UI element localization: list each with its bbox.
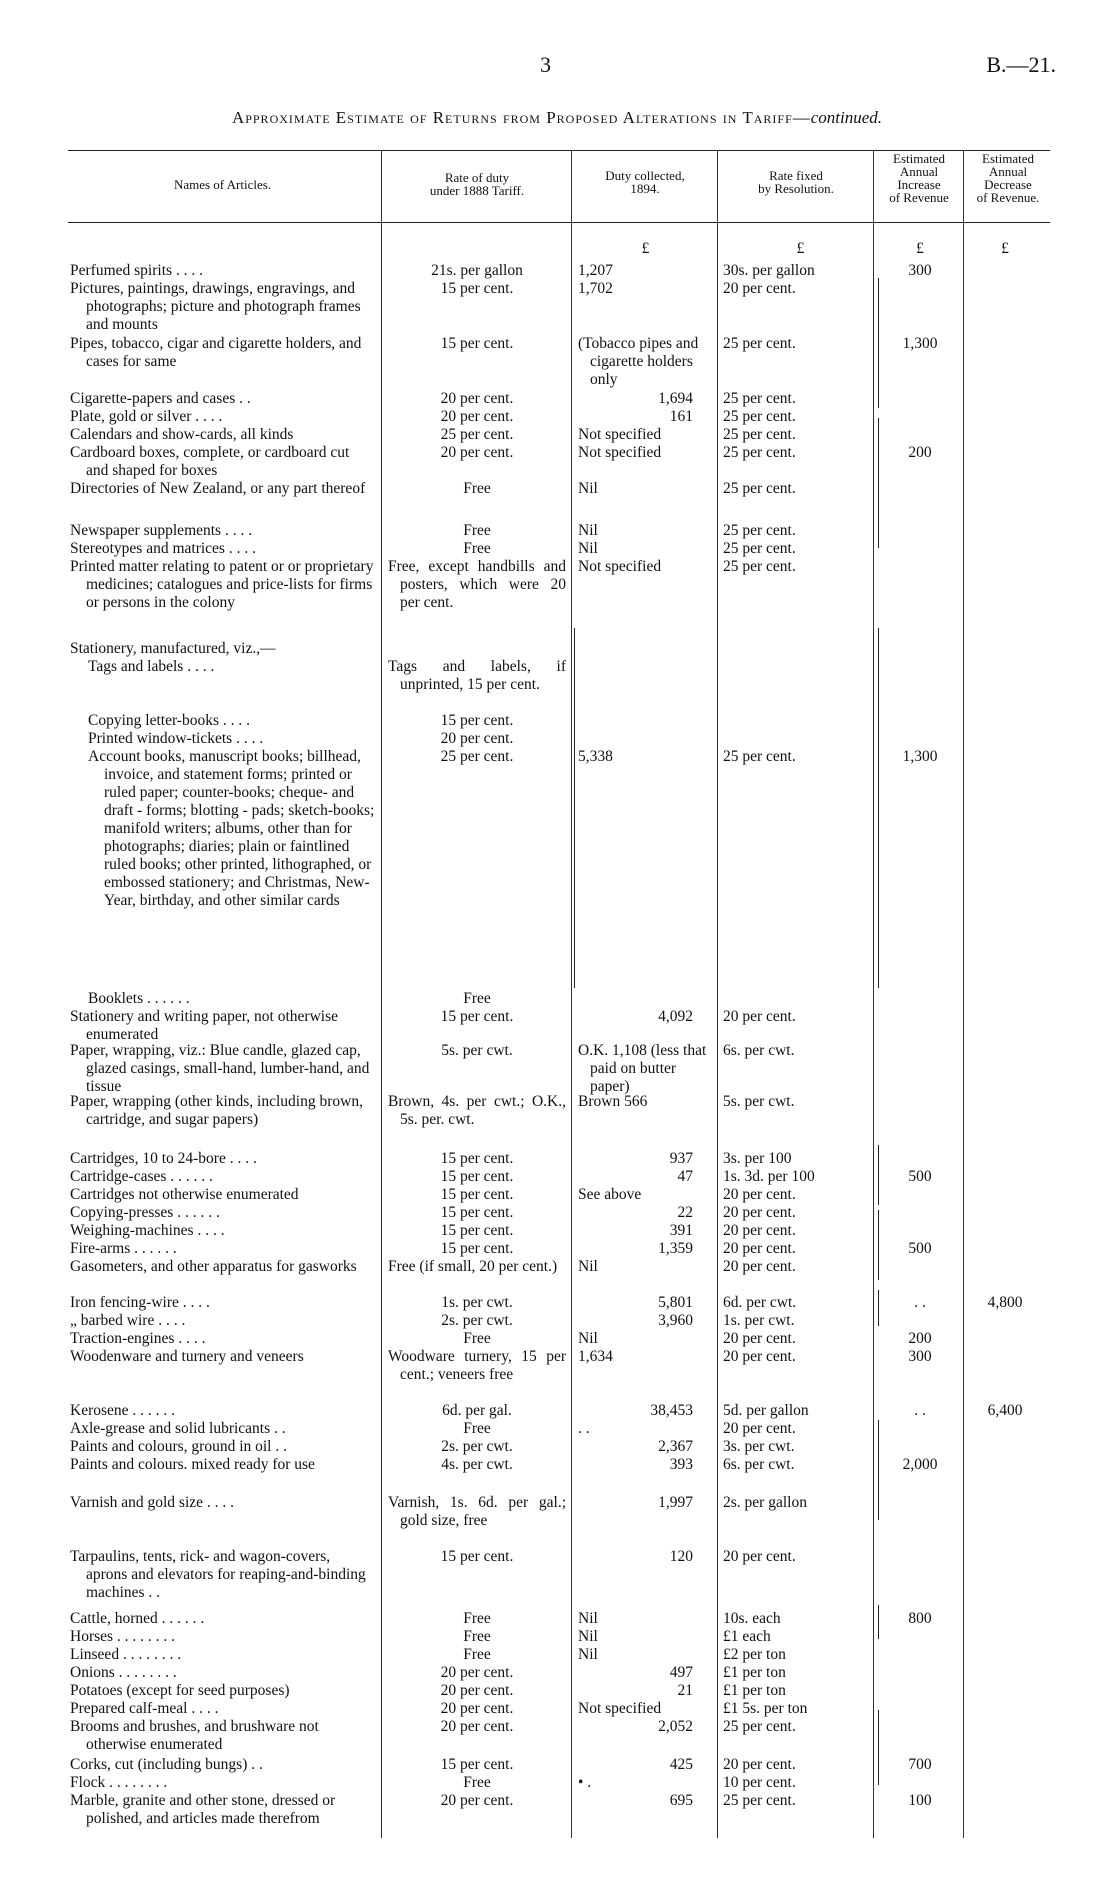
- duty-collected: Not specified: [578, 444, 662, 461]
- col-header-rate-fixed: Rate fixed by Resolution.: [758, 168, 834, 196]
- annual-increase: 2,000: [902, 1456, 938, 1473]
- rate-fixed: 1s. 3d. per 100: [723, 1168, 815, 1185]
- rate-1888: 15 per cent.: [440, 1150, 514, 1167]
- rate-1888: 15 per cent.: [440, 1186, 514, 1203]
- article-name: Axle-grease and solid lubricants . .: [70, 1420, 286, 1437]
- grouping-brace: [878, 1145, 879, 1205]
- article-name: Brooms and brushes, and brushware not otherwise enumerated: [70, 1718, 319, 1753]
- rate-1888: Tags and labels, if unprinted, 15 per cent.: [388, 658, 566, 693]
- rate-fixed: 5d. per gallon: [723, 1402, 809, 1419]
- annual-increase: 1,300: [902, 335, 938, 352]
- article-name: Cardboard boxes, complete, or cardboard cut and shaped for boxes: [70, 444, 350, 479]
- rate-fixed: 25 per cent.: [723, 522, 796, 539]
- rate-1888: 2s. per cwt.: [441, 1312, 513, 1329]
- rate-1888: 15 per cent.: [440, 712, 514, 729]
- rate-1888: 15 per cent.: [440, 1756, 514, 1773]
- article-name: Cigarette-papers and cases . .: [70, 390, 251, 407]
- duty-collected: 1,702: [578, 280, 613, 297]
- rate-fixed: 20 per cent.: [723, 280, 796, 297]
- duty-collected: 2,367: [658, 1438, 693, 1455]
- rate-fixed: £1 per ton: [723, 1664, 786, 1681]
- article-name: Prepared calf-meal . . . .: [70, 1700, 219, 1717]
- article-name: Weighing-machines . . . .: [70, 1222, 225, 1239]
- article-name: Cattle, horned . . . . . .: [70, 1610, 205, 1627]
- article-name: Printed matter relating to patent or or proprietary medicines; catalogues and price-lists for firms or persons in the colony: [70, 558, 374, 611]
- rate-1888: Free (if small, 20 per cent.): [388, 1258, 558, 1275]
- duty-collected: 1,207: [578, 262, 613, 279]
- duty-collected: 161: [669, 408, 693, 425]
- article-name: Linseed . . . . . . . .: [70, 1646, 182, 1663]
- rate-1888: 6d. per gal.: [442, 1402, 512, 1419]
- article-name: Potatoes (except for seed purposes): [70, 1682, 290, 1699]
- article-name: Onions . . . . . . . .: [70, 1664, 177, 1681]
- rate-1888: 20 per cent.: [440, 1700, 514, 1717]
- currency-rate: £: [796, 240, 805, 257]
- rate-1888: Brown, 4s. per cwt.; O.K., 5s. per. cwt.: [388, 1093, 566, 1128]
- annual-increase: 300: [908, 262, 932, 279]
- rate-1888: 2s. per cwt.: [441, 1438, 513, 1455]
- rate-fixed: 25 per cent.: [723, 1792, 796, 1809]
- rate-fixed: 20 per cent.: [723, 1548, 796, 1565]
- annual-increase: 800: [908, 1610, 932, 1627]
- rate-fixed: 6d. per cwt.: [723, 1294, 797, 1311]
- rate-fixed: 20 per cent.: [723, 1348, 796, 1365]
- rate-1888: Woodware turnery, 15 per cent.; veneers free: [388, 1348, 566, 1383]
- article-name: Marble, granite and other stone, dressed or polished, and articles made therefrom: [70, 1792, 336, 1827]
- article-name: Cartridge-cases . . . . . .: [70, 1168, 213, 1185]
- rate-1888: 15 per cent.: [440, 335, 514, 352]
- duty-collected: 2,052: [658, 1718, 693, 1735]
- grouping-brace: [878, 1710, 879, 1785]
- duty-collected: 937: [669, 1150, 693, 1167]
- article-name: Stationery and writing paper, not otherwise enumerated: [70, 1008, 338, 1043]
- duty-collected: 120: [669, 1548, 693, 1565]
- grouping-brace: [878, 278, 879, 408]
- rate-1888: 20 per cent.: [440, 390, 514, 407]
- column-divider: [571, 150, 572, 1838]
- duty-collected: 5,338: [578, 748, 613, 765]
- annual-increase: 200: [908, 1330, 932, 1347]
- rate-1888: Free: [463, 1774, 491, 1791]
- rate-fixed: 25 per cent.: [723, 426, 796, 443]
- col-header-duty-1894: Duty collected, 1894.: [605, 168, 685, 196]
- duty-collected: Nil: [578, 480, 598, 497]
- article-name: Pipes, tobacco, cigar and cigarette holders, and cases for same: [70, 335, 362, 370]
- rate-1888: 20 per cent.: [440, 444, 514, 461]
- article-name: Printed window-tickets . . . .: [88, 730, 264, 747]
- article-name: Tags and labels . . . .: [88, 658, 215, 675]
- rate-1888: Free: [463, 1330, 491, 1347]
- rate-fixed: 20 per cent.: [723, 1330, 796, 1347]
- rate-fixed: 25 per cent.: [723, 335, 796, 352]
- duty-collected: Nil: [578, 1258, 598, 1275]
- article-name: Paper, wrapping, viz.: Blue candle, glazed cap, glazed casings, small-hand, lumber-hand, and tissue: [70, 1042, 370, 1095]
- table-title: Approximate Estimate of Returns from Proposed Alterations in Tariff—continued.: [231, 108, 883, 127]
- rate-fixed: 25 per cent.: [723, 558, 796, 575]
- rate-fixed: 20 per cent.: [723, 1186, 796, 1203]
- rate-fixed: 20 per cent.: [723, 1222, 796, 1239]
- rate-1888: 15 per cent.: [440, 280, 514, 297]
- duty-collected: 3,960: [658, 1312, 693, 1329]
- header-bottom-rule: [68, 222, 1050, 223]
- rate-fixed: 25 per cent.: [723, 444, 796, 461]
- rate-1888: 15 per cent.: [440, 1548, 514, 1565]
- annual-increase: 700: [908, 1756, 932, 1773]
- duty-collected: Nil: [578, 522, 598, 539]
- article-name: Booklets . . . . . .: [88, 990, 190, 1007]
- rate-1888: Free, except handbills and posters, which were 20 per cent.: [388, 558, 566, 611]
- column-divider: [381, 150, 382, 1838]
- article-name: Tarpaulins, tents, rick- and wagon-covers, aprons and elevators for reaping-and-binding machines . .: [70, 1548, 366, 1601]
- duty-collected: 38,453: [650, 1402, 693, 1419]
- duty-collected: Nil: [578, 540, 598, 557]
- page-number: 3: [540, 52, 551, 77]
- duty-collected: 695: [669, 1792, 693, 1809]
- duty-collected: 1,359: [658, 1240, 693, 1257]
- rate-fixed: 30s. per gallon: [723, 262, 815, 279]
- duty-collected: 1,997: [658, 1494, 693, 1511]
- rate-1888: 15 per cent.: [440, 1204, 514, 1221]
- rate-1888: 20 per cent.: [440, 1792, 514, 1809]
- article-name: Varnish and gold size . . . .: [70, 1494, 235, 1511]
- duty-collected: Not specified: [578, 1700, 662, 1717]
- rate-1888: 4s. per cwt.: [441, 1456, 513, 1473]
- document-reference: B.—21.: [986, 52, 1056, 77]
- annual-increase: 200: [908, 444, 932, 461]
- rate-1888: 15 per cent.: [440, 1168, 514, 1185]
- annual-increase: 500: [908, 1168, 932, 1185]
- rate-1888: Free: [463, 522, 491, 539]
- duty-collected: 22: [677, 1204, 693, 1221]
- article-name: Calendars and show-cards, all kinds: [70, 426, 294, 443]
- rate-1888: Free: [463, 540, 491, 557]
- rate-fixed: 10s. each: [723, 1610, 781, 1627]
- rate-fixed: 20 per cent.: [723, 1756, 796, 1773]
- duty-collected: Not specified: [578, 426, 662, 443]
- rate-fixed: 25 per cent.: [723, 1718, 796, 1735]
- grouping-brace: [878, 1605, 879, 1639]
- grouping-brace: [878, 1290, 879, 1326]
- grouping-brace: [878, 628, 879, 988]
- duty-collected: • .: [578, 1774, 592, 1791]
- article-name: Newspaper supplements . . . .: [70, 522, 253, 539]
- article-name: Copying-presses . . . . . .: [70, 1204, 220, 1221]
- rate-fixed: 20 per cent.: [723, 1204, 796, 1221]
- article-name: Gasometers, and other apparatus for gasworks: [70, 1258, 357, 1275]
- article-name: Paints and colours. mixed ready for use: [70, 1456, 315, 1473]
- duty-collected: 4,092: [658, 1008, 693, 1025]
- duty-collected: Brown 566: [578, 1093, 648, 1110]
- rate-1888: 15 per cent.: [440, 1008, 514, 1025]
- rate-1888: Free: [463, 990, 491, 1007]
- rate-1888: 1s. per cwt.: [441, 1294, 513, 1311]
- grouping-brace: [574, 628, 575, 988]
- annual-increase: 300: [908, 1348, 932, 1365]
- article-name: „ barbed wire . . . .: [70, 1312, 186, 1329]
- rate-fixed: 25 per cent.: [723, 540, 796, 557]
- article-name: Kerosene . . . . . .: [70, 1402, 176, 1419]
- article-name: Pictures, paintings, drawings, engravings, and photographs; picture and photograph frames and mounts: [70, 280, 361, 333]
- rate-fixed: 6s. per cwt.: [723, 1042, 795, 1059]
- rate-1888: 5s. per cwt.: [441, 1042, 513, 1059]
- duty-collected: Nil: [578, 1646, 598, 1663]
- rate-fixed: £2 per ton: [723, 1646, 786, 1663]
- article-name: Flock . . . . . . . .: [70, 1774, 168, 1791]
- rate-fixed: £1 each: [723, 1628, 771, 1645]
- rate-1888: Varnish, 1s. 6d. per gal.; gold size, free: [388, 1494, 566, 1529]
- article-name: Copying letter-books . . . .: [88, 712, 250, 729]
- annual-increase: . .: [914, 1294, 926, 1311]
- grouping-brace: [878, 1210, 879, 1280]
- duty-collected: 393: [669, 1456, 693, 1473]
- rate-1888: 25 per cent.: [440, 748, 514, 765]
- col-header-rate-1888: Rate of duty under 1888 Tariff.: [429, 170, 525, 198]
- rate-fixed: £1 5s. per ton: [723, 1700, 808, 1717]
- article-name: Stationery, manufactured, viz.,—: [70, 640, 276, 657]
- duty-collected: (Tobacco pipes and cigarette holders only: [578, 335, 699, 388]
- annual-increase: 1,300: [902, 748, 938, 765]
- rate-1888: Free: [463, 1646, 491, 1663]
- currency-duty: £: [641, 240, 650, 257]
- annual-decrease: 6,400: [987, 1402, 1023, 1419]
- article-name: Cartridges, 10 to 24-bore . . . .: [70, 1150, 257, 1167]
- annual-decrease: 4,800: [987, 1294, 1023, 1311]
- article-name: Plate, gold or silver . . . .: [70, 408, 223, 425]
- article-name: Corks, cut (including bungs) . .: [70, 1756, 263, 1773]
- duty-collected: Nil: [578, 1628, 598, 1645]
- annual-increase: 100: [908, 1792, 932, 1809]
- article-name: Account books, manuscript books; billhead, invoice, and statement forms; printed or ruled paper; counter-books; cheque- and draft - forms; blotting - pads; sketch-books; manifold writers; albums, other than for photographs; diaries; plain or faintlined ruled books; other printed, lithographed, or embossed stationery; and Christmas, New-Year, birthday, and other similar cards: [88, 748, 375, 909]
- col-header-names: Names of Articles.: [173, 177, 272, 192]
- rate-fixed: £1 per ton: [723, 1682, 786, 1699]
- rate-fixed: 25 per cent.: [723, 390, 796, 407]
- rate-1888: 25 per cent.: [440, 426, 514, 443]
- rate-fixed: 20 per cent.: [723, 1258, 796, 1275]
- rate-1888: 15 per cent.: [440, 1240, 514, 1257]
- rate-fixed: 2s. per gallon: [723, 1494, 807, 1511]
- rate-fixed: 5s. per cwt.: [723, 1093, 795, 1110]
- rate-fixed: 25 per cent.: [723, 480, 796, 497]
- duty-collected: . .: [578, 1420, 590, 1437]
- article-name: Directories of New Zealand, or any part thereof: [70, 480, 366, 497]
- rate-1888: 20 per cent.: [440, 1718, 514, 1735]
- rate-fixed: 3s. per 100: [723, 1150, 792, 1167]
- duty-collected: 1,694: [658, 390, 693, 407]
- rate-1888: Free: [463, 1420, 491, 1437]
- rate-1888: 20 per cent.: [440, 408, 514, 425]
- col-header-increase: Estimated Annual Increase of Revenue: [889, 151, 949, 205]
- duty-collected: 5,801: [658, 1294, 693, 1311]
- rate-1888: 20 per cent.: [440, 1682, 514, 1699]
- article-name: Iron fencing-wire . . . .: [70, 1294, 210, 1311]
- currency-decrease: £: [1001, 240, 1009, 257]
- duty-collected: See above: [578, 1186, 642, 1203]
- rate-fixed: 20 per cent.: [723, 1240, 796, 1257]
- rate-1888: Free: [463, 1628, 491, 1645]
- article-name: Woodenware and turnery and veneers: [70, 1348, 304, 1365]
- rate-fixed: 20 per cent.: [723, 1008, 796, 1025]
- rate-fixed: 10 per cent.: [723, 1774, 796, 1791]
- annual-increase: . .: [914, 1402, 926, 1419]
- duty-collected: 497: [669, 1664, 693, 1681]
- rate-1888: 15 per cent.: [440, 1222, 514, 1239]
- article-name: Perfumed spirits . . . .: [70, 262, 204, 279]
- rate-1888: Free: [463, 1610, 491, 1627]
- col-header-decrease: Estimated Annual Decrease of Revenue.: [976, 151, 1040, 205]
- grouping-brace: [878, 418, 879, 548]
- rate-fixed: 25 per cent.: [723, 748, 796, 765]
- rate-fixed: 20 per cent.: [723, 1420, 796, 1437]
- article-name: Paints and colours, ground in oil . .: [70, 1438, 287, 1455]
- article-name: Horses . . . . . . . .: [70, 1628, 176, 1645]
- duty-collected: 1,634: [578, 1348, 613, 1365]
- article-name: Fire-arms . . . . . .: [70, 1240, 177, 1257]
- duty-collected: Nil: [578, 1610, 598, 1627]
- annual-increase: 500: [908, 1240, 932, 1257]
- currency-increase: £: [916, 240, 924, 257]
- rate-fixed: 1s. per cwt.: [723, 1312, 795, 1329]
- rate-fixed: 3s. per cwt.: [723, 1438, 795, 1455]
- rate-1888: 21s. per gallon: [431, 262, 523, 279]
- article-name: Traction-engines . . . .: [70, 1330, 206, 1347]
- rate-1888: 20 per cent.: [440, 1664, 514, 1681]
- duty-collected: 425: [669, 1756, 693, 1773]
- grouping-brace: [878, 1420, 879, 1520]
- duty-collected: O.K. 1,108 (less that paid on butter paper): [578, 1042, 707, 1095]
- rate-1888: 20 per cent.: [440, 730, 514, 747]
- article-name: Paper, wrapping (other kinds, including brown, cartridge, and sugar papers): [70, 1093, 363, 1128]
- article-name: Cartridges not otherwise enumerated: [70, 1186, 299, 1203]
- article-name: Stereotypes and matrices . . . .: [70, 540, 256, 557]
- duty-collected: 21: [677, 1682, 693, 1699]
- rate-1888: Free: [463, 480, 491, 497]
- rate-fixed: 6s. per cwt.: [723, 1456, 795, 1473]
- rate-fixed: 25 per cent.: [723, 408, 796, 425]
- duty-collected: 47: [677, 1168, 693, 1185]
- duty-collected: 391: [669, 1222, 693, 1239]
- column-divider: [963, 150, 964, 1838]
- duty-collected: Nil: [578, 1330, 598, 1347]
- column-divider: [717, 150, 718, 1838]
- duty-collected: Not specified: [578, 558, 662, 575]
